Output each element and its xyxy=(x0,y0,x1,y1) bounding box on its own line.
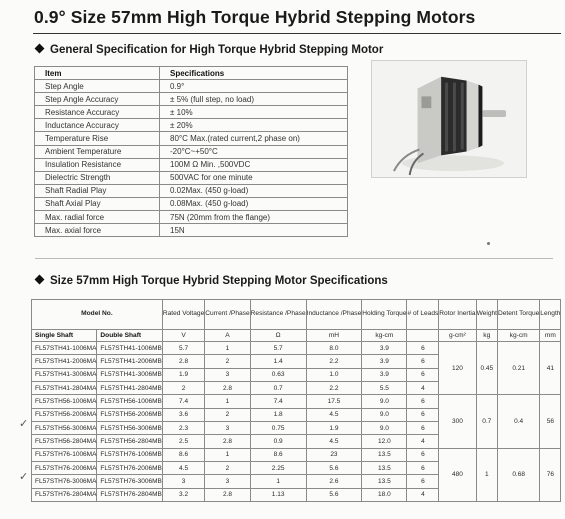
motor-value: 4 xyxy=(407,382,439,395)
spec-header-specifications: Specifications xyxy=(160,67,348,80)
column-header: Rated Voltage xyxy=(162,300,204,330)
single-shaft-model: FL57STH41-2804MA xyxy=(32,382,97,395)
spec-value: -20°C~+50°C xyxy=(160,145,348,158)
motor-value: 4 xyxy=(407,488,439,501)
motor-value: 7.4 xyxy=(250,395,306,408)
motor-value: 3.6 xyxy=(162,408,204,421)
motor-value: 6 xyxy=(407,422,439,435)
motor-value: 4.5 xyxy=(306,435,362,448)
motor-value: 9.0 xyxy=(362,395,407,408)
motor-value: 3.9 xyxy=(362,342,407,355)
spec-row xyxy=(35,145,348,158)
motor-value: 3.9 xyxy=(362,355,407,368)
motor-value: 2.8 xyxy=(162,355,204,368)
motor-value: 3 xyxy=(205,475,250,488)
spec-value: ± 10% xyxy=(160,106,348,119)
page-title: 0.9° Size 57mm High Torque Hybrid Stepping Motors xyxy=(34,7,476,27)
spec-item: Shaft Axial Play xyxy=(35,197,160,210)
model-no-header: Model No. xyxy=(32,300,163,330)
spec-row xyxy=(35,106,348,119)
spec-header-item: Item xyxy=(35,67,160,80)
motor-value: 1.13 xyxy=(250,488,306,501)
unit-label: Ω xyxy=(250,330,306,342)
motor-value: 2 xyxy=(205,355,250,368)
column-header: Rotor Inertia xyxy=(439,300,476,330)
unit-label: V xyxy=(162,330,204,342)
spec-row xyxy=(35,171,348,184)
spec-item: Max. axial force xyxy=(35,224,160,237)
spec-value: 0.08Max. (450 g-load) xyxy=(160,197,348,210)
motor-value: 5.7 xyxy=(250,342,306,355)
spec-value: ± 5% (full step, no load) xyxy=(160,93,348,106)
motor-value: 17.5 xyxy=(306,395,362,408)
motor-value: 2.8 xyxy=(205,382,250,395)
motor-value: 2.5 xyxy=(162,435,204,448)
spec-row xyxy=(35,80,348,93)
single-shaft-model: FL57STH56-2804MA xyxy=(32,435,97,448)
motor-value: 5.6 xyxy=(306,462,362,475)
column-header: Detent Torque xyxy=(497,300,539,330)
motor-value: 18.0 xyxy=(362,488,407,501)
group-weight: 0.45 xyxy=(476,342,497,395)
stepper-motor-icon xyxy=(372,61,526,177)
section-divider xyxy=(35,258,553,259)
group-length: 41 xyxy=(540,342,561,395)
check-mark-icon: ✓ xyxy=(19,471,29,483)
motor-unit-row xyxy=(32,330,561,342)
spec-row xyxy=(35,158,348,171)
motor-value: 6 xyxy=(407,342,439,355)
stepper-motor-photo xyxy=(371,60,527,178)
motor-value: 1.9 xyxy=(306,422,362,435)
motor-value: 5.7 xyxy=(162,342,204,355)
single-shaft-model: FL57STH76-2804MA xyxy=(32,488,97,501)
diamond-bullet-icon xyxy=(35,275,45,285)
motor-value: 6 xyxy=(407,408,439,421)
motor-value: 3 xyxy=(205,422,250,435)
single-shaft-model: FL57STH76-1006MA xyxy=(32,448,97,461)
motor-value: 6 xyxy=(407,448,439,461)
spec-item: Ambient Temperature xyxy=(35,145,160,158)
motor-value: 2.2 xyxy=(306,355,362,368)
motor-value: 1 xyxy=(205,342,250,355)
motor-value: 3.2 xyxy=(162,488,204,501)
motor-value: 0.9 xyxy=(250,435,306,448)
column-header: Weight xyxy=(476,300,497,330)
spec-value: 75N (20mm from the flange) xyxy=(160,211,348,224)
group-inertia: 480 xyxy=(439,448,476,501)
single-shaft-header: Single Shaft xyxy=(32,330,97,342)
single-shaft-model: FL57STH41-1006MA xyxy=(32,342,97,355)
column-header: Current /Phase xyxy=(205,300,250,330)
motor-value: 8.6 xyxy=(162,448,204,461)
group-detent: 0.4 xyxy=(497,395,539,448)
group-detent: 0.21 xyxy=(497,342,539,395)
spec-item: Shaft Radial Play xyxy=(35,184,160,197)
double-shaft-model: FL57STH56-3006MB xyxy=(97,422,162,435)
spec-row xyxy=(35,211,348,224)
spec-item: Max. radial force xyxy=(35,211,160,224)
motor-value: 5.6 xyxy=(306,488,362,501)
motor-value: 13.5 xyxy=(362,475,407,488)
unit-label: A xyxy=(205,330,250,342)
motor-spec-heading-text: Size 57mm High Torque Hybrid Stepping Motor Specifications xyxy=(50,275,388,287)
spec-item: Dielectric Strength xyxy=(35,171,160,184)
motor-value: 0.7 xyxy=(250,382,306,395)
double-shaft-model: FL57STH41-2804MB xyxy=(97,382,162,395)
motor-value: 8.6 xyxy=(250,448,306,461)
motor-row xyxy=(32,448,561,461)
double-shaft-model: FL57STH41-3006MB xyxy=(97,368,162,381)
motor-value: 9.0 xyxy=(362,422,407,435)
spec-item: Insulation Resistance xyxy=(35,158,160,171)
spec-value: ± 20% xyxy=(160,119,348,132)
motor-value: 2.8 xyxy=(205,488,250,501)
single-shaft-model: FL57STH41-2006MA xyxy=(32,355,97,368)
motor-value: 2 xyxy=(162,382,204,395)
motor-value: 1 xyxy=(250,475,306,488)
motor-value: 3 xyxy=(162,475,204,488)
motor-row xyxy=(32,395,561,408)
spec-value: 100M Ω Min. ,500VDC xyxy=(160,158,348,171)
motor-value: 2.6 xyxy=(306,475,362,488)
motor-value: 1 xyxy=(205,395,250,408)
single-shaft-model: FL57STH41-3006MA xyxy=(32,368,97,381)
group-weight: 1 xyxy=(476,448,497,501)
motor-value: 1.8 xyxy=(250,408,306,421)
double-shaft-model: FL57STH76-1006MB xyxy=(97,448,162,461)
motor-value: 3.9 xyxy=(362,368,407,381)
motor-value: 6 xyxy=(407,395,439,408)
general-spec-heading-text: General Specification for High Torque Hybrid Stepping Motor xyxy=(50,44,384,56)
double-shaft-model: FL57STH76-3006MB xyxy=(97,475,162,488)
motor-value: 6 xyxy=(407,368,439,381)
spec-item: Resistance Accuracy xyxy=(35,106,160,119)
spec-row xyxy=(35,93,348,106)
spec-row xyxy=(35,197,348,210)
motor-value: 13.5 xyxy=(362,448,407,461)
motor-value: 6 xyxy=(407,462,439,475)
group-length: 56 xyxy=(540,395,561,448)
single-shaft-model: FL57STH76-3006MA xyxy=(32,475,97,488)
single-shaft-model: FL57STH56-2006MA xyxy=(32,408,97,421)
column-header: Inductance /Phase xyxy=(306,300,362,330)
group-weight: 0.7 xyxy=(476,395,497,448)
general-spec-table xyxy=(34,66,348,237)
spec-row xyxy=(35,184,348,197)
motor-value: 1.4 xyxy=(250,355,306,368)
spec-value: 80°C Max.(rated current,2 phase on) xyxy=(160,132,348,145)
spec-row xyxy=(35,119,348,132)
spec-item: Step Angle Accuracy xyxy=(35,93,160,106)
double-shaft-model: FL57STH41-2006MB xyxy=(97,355,162,368)
spec-item: Temperature Rise xyxy=(35,132,160,145)
spec-row xyxy=(35,132,348,145)
motor-value: 7.4 xyxy=(162,395,204,408)
motor-value: 5.5 xyxy=(362,382,407,395)
single-shaft-model: FL57STH76-2006MA xyxy=(32,462,97,475)
spec-value: 0.02Max. (450 g-load) xyxy=(160,184,348,197)
motor-value: 4.5 xyxy=(306,408,362,421)
title-underline xyxy=(33,33,561,34)
spec-value: 500VAC for one minute xyxy=(160,171,348,184)
double-shaft-model: FL57STH41-1006MB xyxy=(97,342,162,355)
motor-value: 3 xyxy=(205,368,250,381)
group-inertia: 120 xyxy=(439,342,476,395)
column-header: Holding Torque xyxy=(362,300,407,330)
unit-label: kg xyxy=(476,330,497,342)
spec-value: 0.9° xyxy=(160,80,348,93)
motor-value: 4.5 xyxy=(162,462,204,475)
motor-value: 8.0 xyxy=(306,342,362,355)
motor-value: 0.75 xyxy=(250,422,306,435)
spec-row xyxy=(35,224,348,237)
motor-value: 2 xyxy=(205,462,250,475)
motor-value: 2.3 xyxy=(162,422,204,435)
unit-label xyxy=(407,330,439,342)
column-header: # of Leads xyxy=(407,300,439,330)
motor-value: 2.8 xyxy=(205,435,250,448)
unit-label: mm xyxy=(540,330,561,342)
motor-value: 9.0 xyxy=(362,408,407,421)
diamond-bullet-icon xyxy=(35,44,45,54)
motor-value: 6 xyxy=(407,475,439,488)
unit-label: kg-cm xyxy=(362,330,407,342)
group-length: 76 xyxy=(540,448,561,501)
spec-item: Inductance Accuracy xyxy=(35,119,160,132)
motor-value: 0.63 xyxy=(250,368,306,381)
single-shaft-model: FL57STH56-1006MA xyxy=(32,395,97,408)
spec-item: Step Angle xyxy=(35,80,160,93)
motor-value: 13.5 xyxy=(362,462,407,475)
general-spec-heading xyxy=(36,44,383,56)
group-detent: 0.68 xyxy=(497,448,539,501)
motor-header-row xyxy=(32,300,561,330)
motor-value: 2 xyxy=(205,408,250,421)
motor-value: 2.25 xyxy=(250,462,306,475)
double-shaft-model: FL57STH56-1006MB xyxy=(97,395,162,408)
column-header: Length xyxy=(540,300,561,330)
motor-value: 1.9 xyxy=(162,368,204,381)
motor-spec-table xyxy=(31,299,561,502)
spec-value: 15N xyxy=(160,224,348,237)
double-shaft-model: FL57STH56-2006MB xyxy=(97,408,162,421)
motor-value: 2.2 xyxy=(306,382,362,395)
spec-header-row xyxy=(35,67,348,80)
scan-dot xyxy=(487,242,490,245)
motor-row xyxy=(32,342,561,355)
double-shaft-model: FL57STH56-2804MB xyxy=(97,435,162,448)
motor-value: 4 xyxy=(407,435,439,448)
double-shaft-header: Double Shaft xyxy=(97,330,162,342)
double-shaft-model: FL57STH76-2006MB xyxy=(97,462,162,475)
unit-label: g-cm² xyxy=(439,330,476,342)
unit-label: mH xyxy=(306,330,362,342)
motor-value: 23 xyxy=(306,448,362,461)
check-mark-icon: ✓ xyxy=(19,418,29,430)
motor-value: 12.0 xyxy=(362,435,407,448)
double-shaft-model: FL57STH76-2804MB xyxy=(97,488,162,501)
group-inertia: 300 xyxy=(439,395,476,448)
single-shaft-model: FL57STH56-3006MA xyxy=(32,422,97,435)
motor-value: 1 xyxy=(205,448,250,461)
motor-value: 6 xyxy=(407,355,439,368)
motor-spec-heading xyxy=(36,275,388,287)
column-header: Resistance /Phase xyxy=(250,300,306,330)
motor-value: 1.0 xyxy=(306,368,362,381)
unit-label: kg-cm xyxy=(497,330,539,342)
